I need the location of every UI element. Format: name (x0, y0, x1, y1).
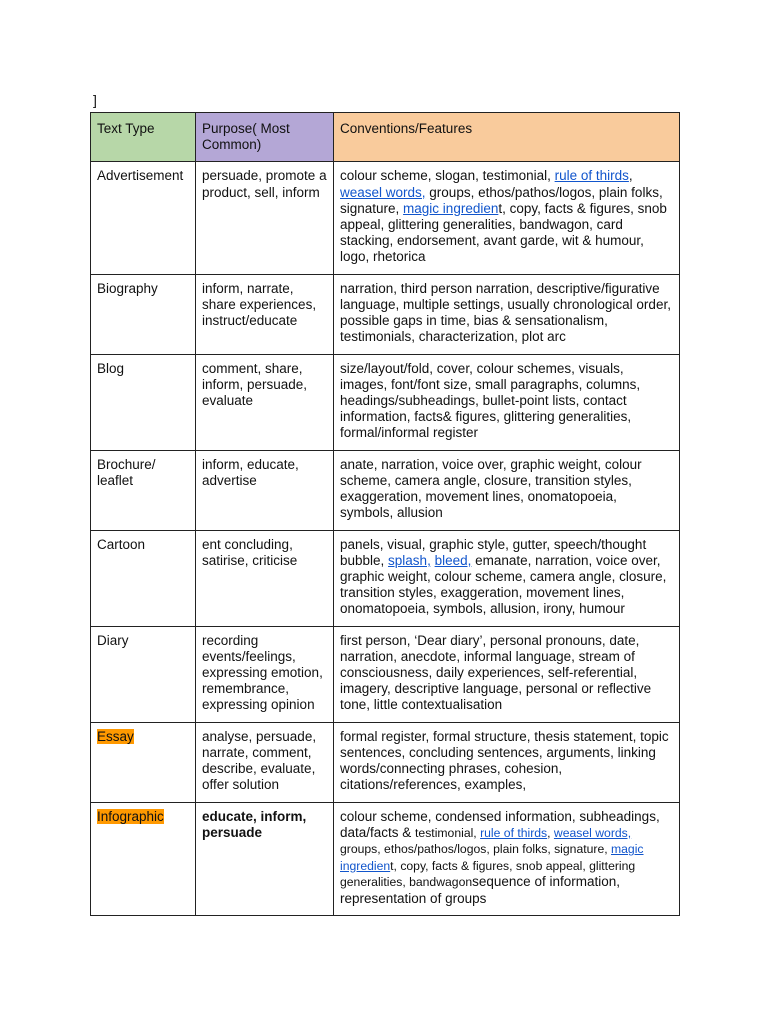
text-types-table (90, 112, 680, 916)
cell-conventions (334, 802, 680, 915)
cell-conventions (334, 162, 680, 274)
header-conventions: Conventions/Features (334, 113, 680, 162)
conv-text: emanate, narration, voice over, graphic weight, colour scheme, camera angle, closure, transition styles, exaggeration, movement lines, onomatopoeia, symbols, allusion, irony, humour (340, 552, 667, 617)
cell-conventions: anate, narration, voice over, graphic weight, colour scheme, camera angle, closure, transition styles, exaggeration, movement lines, onomatopoeia, symbols, allusion (334, 450, 680, 530)
link-magic-ingredient[interactable]: magic ingredien (403, 200, 499, 216)
link-weasel-words[interactable]: weasel words, (553, 825, 632, 840)
link-splash[interactable]: splash, (388, 552, 431, 568)
cell-purpose: inform, educate, advertise (196, 450, 334, 530)
conv-sep: , (628, 168, 633, 184)
cell-purpose: inform, narrate, share experiences, instruct/educate (196, 274, 334, 354)
header-text-type: Text Type (91, 113, 196, 162)
cell-type: Brochure/ leaflet (91, 450, 196, 530)
link-bleed[interactable]: bleed, (434, 552, 472, 568)
table-row-biography (91, 274, 680, 354)
table-row-infographic (91, 802, 680, 915)
conv-text: colour scheme, slogan, testimonial, (340, 168, 555, 184)
cell-conventions: size/layout/fold, cover, colour schemes, visuals, images, font/font size, small paragraphs, columns, headings/subheadings, bullet-point lists, contact information, facts& figures, glittering generalities, formal/informal register (334, 354, 680, 450)
conv-text: panels, visual, graphic style, gutter, speech/thought bubble, (340, 536, 647, 568)
table-row-blog (91, 354, 680, 450)
table-row-brochure (91, 450, 680, 530)
table-header-row (91, 113, 680, 162)
conv-text: t, copy, facts & figures, snob appeal, glittering generalities, bandwagon, card stacking, endorsement, avant garde, wit & humour, logo, rhetorica (340, 200, 667, 265)
conv-text: t, copy, facts & figures, snob appeal, glittering generalities, bandwagon (340, 858, 636, 890)
cell-conventions (334, 530, 680, 626)
conv-sep: , (547, 825, 554, 840)
table-row-cartoon (91, 530, 680, 626)
table-row-advertisement (91, 162, 680, 274)
header-purpose: Purpose( Most Common) (196, 113, 334, 162)
cell-type: Biography (91, 274, 196, 354)
link-rule-of-thirds[interactable]: rule of thirds (554, 168, 629, 184)
conv-text: groups, ethos/pathos/logos, plain folks, signature, (340, 184, 663, 216)
table-row-essay (91, 722, 680, 802)
conv-text: groups, ethos/pathos/logos, plain folks, signature, (340, 842, 611, 857)
cell-type (91, 802, 196, 915)
highlighted-type: Infographic (97, 808, 164, 824)
cell-purpose: ent concluding, satirise, criticise (196, 530, 334, 626)
cell-purpose: educate, inform, persuade (196, 802, 334, 915)
table-row-diary (91, 626, 680, 722)
highlighted-type: Essay (97, 728, 134, 744)
cell-type: Diary (91, 626, 196, 722)
stray-bracket: ] (93, 92, 97, 108)
cell-type: Cartoon (91, 530, 196, 626)
cell-type (91, 722, 196, 802)
cell-conventions: formal register, formal structure, thesis statement, topic sentences, concluding sentences, arguments, linking words/connecting phrases, cohesion, citations/references, examples, (334, 722, 680, 802)
cell-purpose: recording events/feelings, expressing emotion, remembrance, expressing opinion (196, 626, 334, 722)
link-magic-ingredient[interactable]: magic ingredien (340, 842, 644, 873)
link-rule-of-thirds[interactable]: rule of thirds (480, 825, 548, 840)
conv-text: colour scheme, condensed information, subheadings, data/facts & (340, 808, 660, 840)
cell-type: Blog (91, 354, 196, 450)
cell-type: Advertisement (91, 162, 196, 274)
cell-conventions: narration, third person narration, descriptive/figurative language, multiple settings, usually chronological order, possible gaps in time, bias & sensationalism, testimonials, characterization, plot arc (334, 274, 680, 354)
conv-text: sequence of information, representation of groups (340, 874, 620, 906)
cell-purpose: comment, share, inform, persuade, evaluate (196, 354, 334, 450)
conv-text: testimonial, (415, 825, 481, 840)
link-weasel-words[interactable]: weasel words, (340, 184, 426, 200)
cell-purpose: persuade, promote a product, sell, inform (196, 162, 334, 274)
cell-purpose: analyse, persuade, narrate, comment, describe, evaluate, offer solution (196, 722, 334, 802)
cell-conventions: first person, ‘Dear diary’, personal pronouns, date, narration, anecdote, informal language, stream of consciousness, daily experiences, self-referential, imagery, descriptive language, personal or reflective tone, little contextualisation (334, 626, 680, 722)
